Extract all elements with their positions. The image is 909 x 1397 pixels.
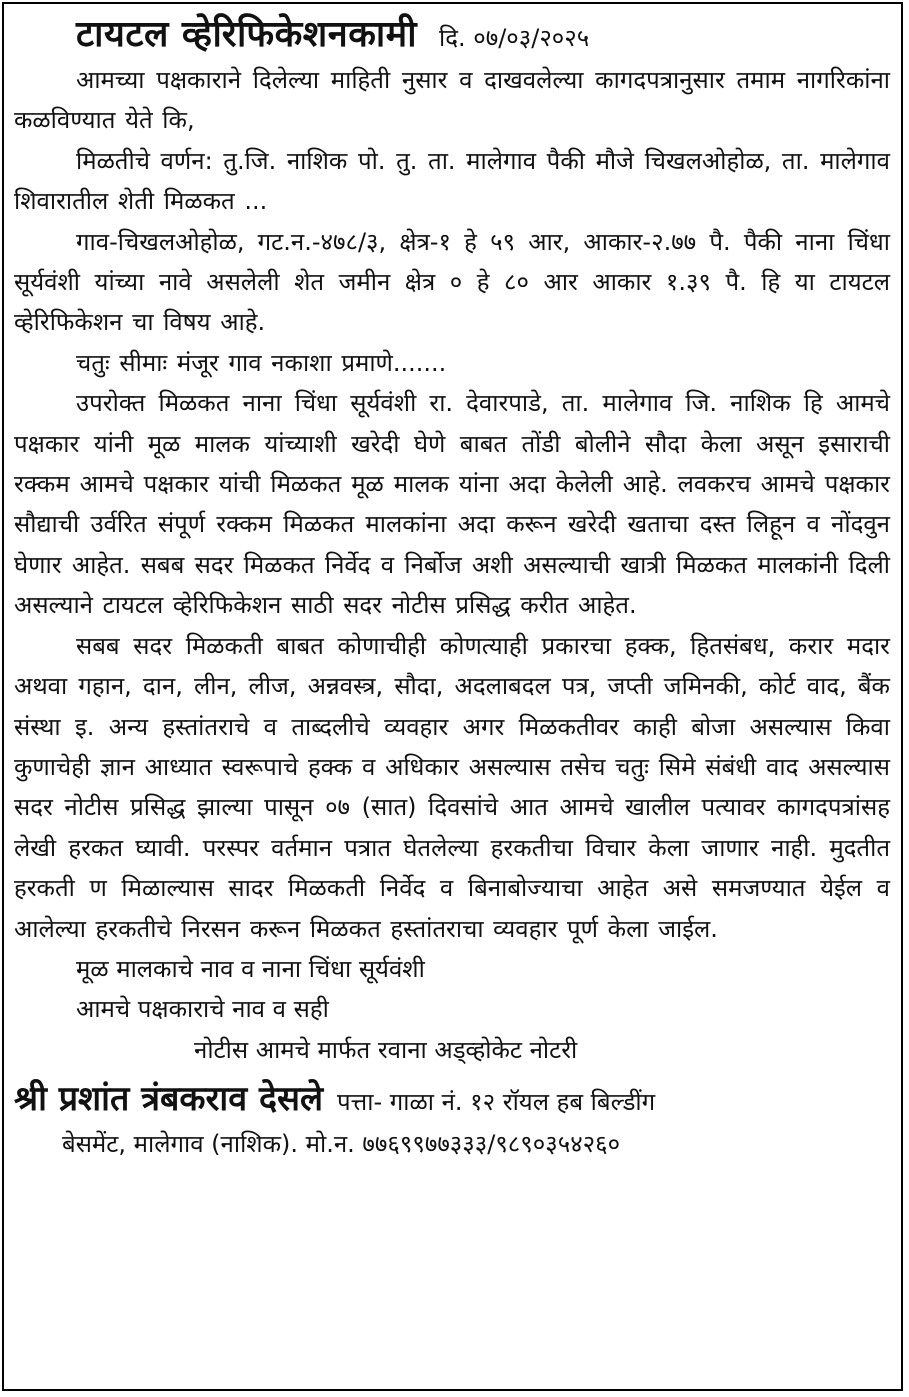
boundaries-paragraph: चतुः सीमाः मंजूर गाव नकाशा प्रमाणे....... [76,348,447,377]
notice-title: टायटल व्हेरिफिकेशनकामी [76,14,418,55]
notice-header [14,8,890,60]
client-signature-line: आमचे पक्षकाराचे नाव व सही [76,995,329,1024]
sale-agreement-paragraph: उपरोक्त मिळकत नाना चिंधा सूर्यवंशी रा. देवारपाडे, ता. मालेगाव जि. नाशिक हि आमचे पक्षकार यांनी मूळ मालक यांच्याशी खरेदी घेणे बाबत तोंडी बोलीने सौदा केला असून इसाराची रक्कम आमचे पक्षकार यांची मिळकत मूळ मालक यांना अदा केलेली आहे. लवकरच आमचे पक्षकार सौद्याची उर्वरित संपूर्ण रक्कम मिळकत मालकांना अदा करून खरेदी खताचा दस्त लिहून व नोंदवुन घेणार आहेत. सबब सदर मिळकत निर्वेद व निर्बोज अशी असल्याची खात्री मिळकत मालकांनी दिली असल्याने टायटल व्हेरिफिकेशन साठी सदर नोटीस प्रसिद्ध करीत आहेत. [14,389,890,620]
sent-by-line: नोटीस आमचे मार्फत रवाना अड्व्होकेट नोटरी [194,1035,578,1064]
property-description: मिळतीचे वर्णन: तु.जि. नाशिक पो. तु. ता. मालेगाव पैकी मौजे चिखलओहोळ, ता. मालेगाव शिवारातील शेती मिळकत ... [14,146,890,216]
advocate-name: श्री प्रशांत त्रंबकराव देसले [14,1079,324,1120]
advocate-footer [14,1074,890,1126]
legal-notice [14,8,890,1162]
owner-name-line: मूळ मालकाचे नाव व नाना चिंधा सूर्यवंशी [76,954,425,983]
advocate-address-line1: पत्ता- गाळा नं. १२ रॉयल हब बिल्डींग [337,1088,656,1117]
notice-date: दि. ०७/०३/२०२५ [439,24,590,52]
objection-paragraph: सबब सदर मिळकती बाबत कोणाचीही कोणत्याही प्रकारचा हक्क, हितसंबध, करार मदार अथवा गहान, दान, लीन, लीज, अन्नवस्त्र, सौदा, अदलाबदल पत्र, जप्ती जमिनकी, कोर्ट वाद, बैंक संस्था इ. अन्य हस्तांतराचे व ताब्दलीचे व्यवहार अगर मिळकतीवर काही बोजा असल्यास किवा कुणाचेही ज्ञान आध्यात स्वरूपाचे हक्क व अधिकार असल्यास तसेच चतुः सिमे संबंधी वाद असल्यास सदर नोटीस प्रसिद्ध झाल्या पासून ०७ (सात) दिवसांचे आत आमचे खालील पत्यावर कागदपत्रांसह लेखी हरकत घ्यावी. परस्पर वर्तमान पत्रात घेतलेल्या हरकतीचा विचार केला जाणार नाही. मुदतीत हरकती ण मिळाल्यास सादर मिळकती निर्वेद व बिनाबोज्याचा आहेत असे समजण्यात येईल व आलेल्या हरकतीचे निरसन करून मिळकत हस्तांतराचा व्यवहार पूर्ण केला जाईल. [14,631,890,943]
advocate-address-line2: बेसमेंट, मालेगाव (नाशिक). मो.न. ७७६९९७७३३३/९८९०३५४२६० [62,1130,621,1159]
intro-paragraph: आमच्या पक्षकाराने दिलेल्या माहिती नुसार व दाखवलेल्या कागदपत्रानुसार तमाम नागरिकांना कळविण्यात येते कि, [14,66,890,135]
property-details: गाव-चिखलओहोळ, गट.न.-४७८/३, क्षेत्र-१ हे ५९ आर, आकार-२.७७ पै. पैकी नाना चिंधा सूर्यवंशी यांच्या नावे असलेली शेत जमीन क्षेत्र ० हे ८० आर आकार १.३९ पै. हि या टायटल व्हेरिफिकेशन चा विषय आहे. [14,227,890,337]
